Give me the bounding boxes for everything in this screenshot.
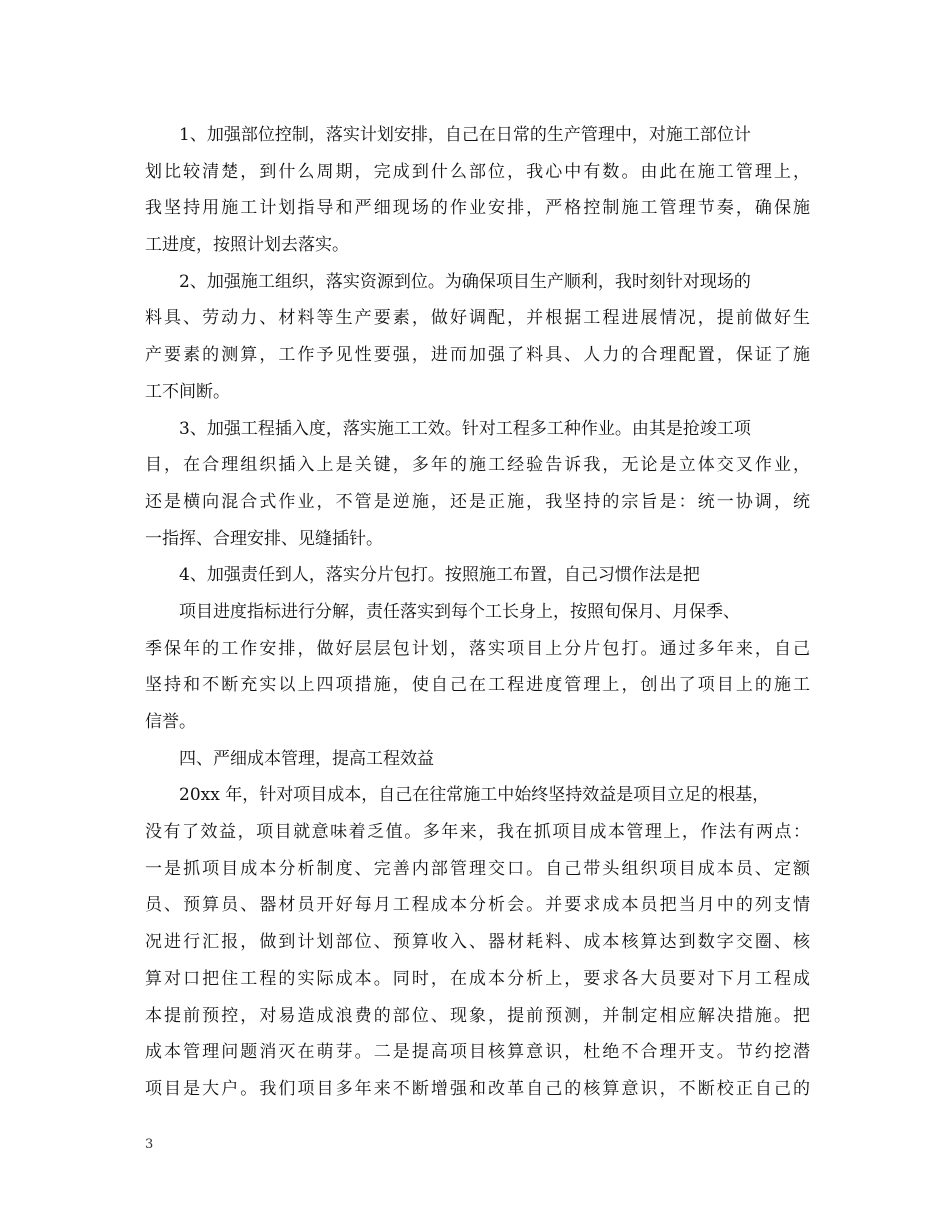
text-line: 信誉。 xyxy=(145,712,196,732)
text-line: 季保年的工作安排，做好层层包计划，落实项目上分片包打。通过多年来，自己 xyxy=(145,638,810,659)
text-line: 项目进度指标进行分解，责任落实到每个工长身上，按照旬保月、月保季、 xyxy=(179,601,740,622)
text-line: 我坚持用施工计划指导和严细现场的作业安排，严格控制施工管理节奏，确保施 xyxy=(145,198,810,219)
text-line: 1、加强部位控制，落实计划安排，自己在日常的生产管理中，对施工部位计 xyxy=(179,125,751,145)
text-line: 没有了效益，项目就意味着乏值。多年来，我在抓项目成本管理上，作法有两点： xyxy=(145,822,810,843)
text-line: 工不间断。 xyxy=(145,381,230,402)
text-line: 4、加强责任到人，落实分片包打。按照施工布置，自己习惯作法是把 xyxy=(179,565,700,586)
text-line: 坚持和不断充实以上四项措施，使自己在工程进度管理上，创出了项目上的施工 xyxy=(145,675,810,696)
text-line: 况进行汇报，做到计划部位、预算收入、器材耗料、成本核算达到数字交圈、核 xyxy=(145,932,810,953)
text-line: 本提前预控，对易造成浪费的部位、现象，提前预测，并制定相应解决措施。把 xyxy=(145,1005,810,1026)
section-heading: 四、严细成本管理，提高工程效益 xyxy=(179,748,434,769)
text-line: 一指挥、合理安排、见缝插针。 xyxy=(145,528,383,549)
text-line: 产要素的测算，工作予见性要强，进而加强了料具、人力的合理配置，保证了施 xyxy=(145,345,810,366)
text-line: 一是抓项目成本分析制度、完善内部管理交口。自己带头组织项目成本员、定额 xyxy=(145,858,810,879)
text-line: 目，在合理组织插入上是关键，多年的施工经验告诉我，无论是立体交叉作业， xyxy=(145,455,810,476)
text-line: 3、加强工程插入度，落实施工工效。针对工程多工种作业。由其是抢竣工项 xyxy=(179,418,751,439)
text-line: 划比较清楚，到什么周期，完成到什么部位，我心中有数。由此在施工管理上， xyxy=(145,161,810,182)
text-line: 项目是大户。我们项目多年来不断增强和改革自己的核算意识，不断校正自己的 xyxy=(145,1078,810,1099)
text-line: 2、加强施工组织，落实资源到位。为确保项目生产顺利，我时刻针对现场的 xyxy=(179,271,751,292)
text-line: 料具、劳动力、材料等生产要素，做好调配，并根据工程进展情况，提前做好生 xyxy=(145,308,810,329)
text-line: 还是横向混合式作业，不管是逆施，还是正施，我坚持的宗旨是：统一协调，统 xyxy=(145,491,810,512)
text-line: 算对口把住工程的实际成本。同时，在成本分析上，要求各大员要对下月工程成 xyxy=(145,968,810,989)
text-line: 工进度，按照计划去落实。 xyxy=(145,235,349,256)
text-line: 成本管理问题消灭在萌芽。二是提高项目核算意识，杜绝不合理开支。节约挖潜 xyxy=(145,1042,810,1063)
page-number: 3 xyxy=(145,1137,154,1152)
text-line: 员、预算员、器材员开好每月工程成本分析会。并要求成本员把当月中的列支情 xyxy=(145,895,810,916)
text-line: 20xx 年，针对项目成本，自己在往常施工中始终坚持效益是项目立足的根基， xyxy=(179,785,770,806)
page-body-text xyxy=(145,117,810,1108)
